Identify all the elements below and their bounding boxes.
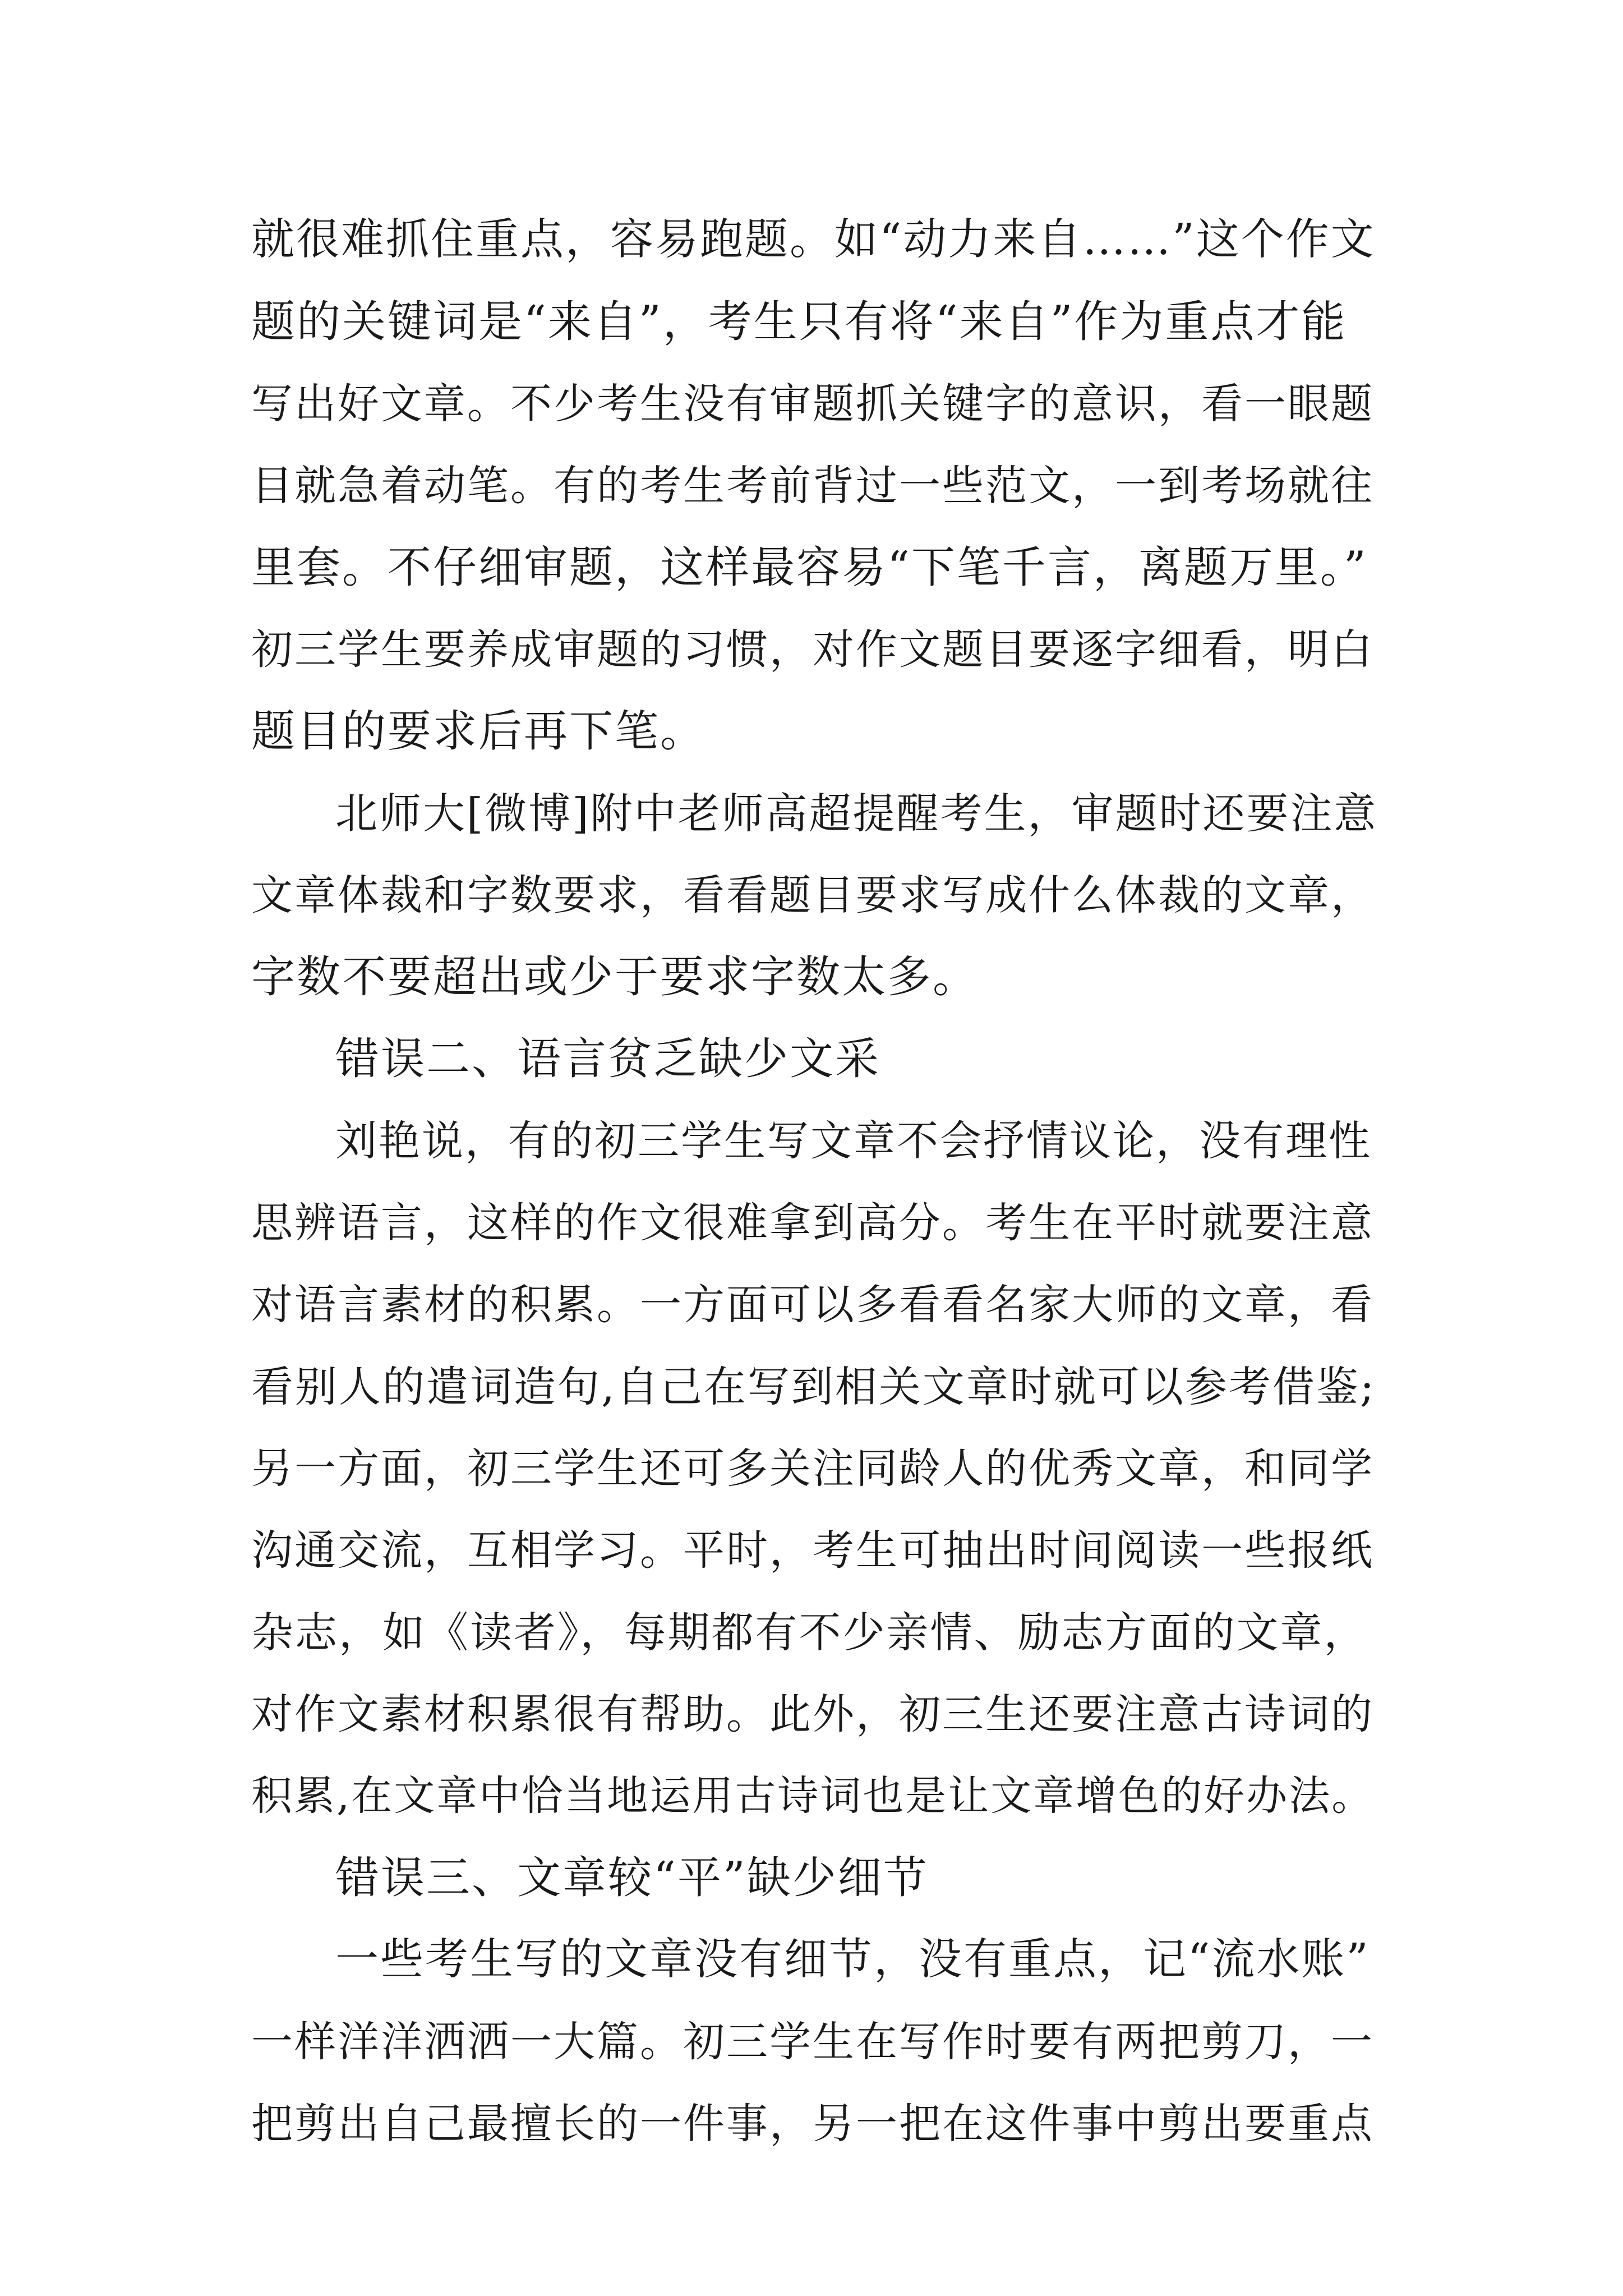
text-line: 对作文素材积累很有帮助。此外，初三生还要注意古诗词的	[251, 1690, 1374, 1738]
text-line: 里套。不仔细审题，这样最容易“下笔千言，离题万里。”	[251, 542, 1368, 593]
text-line: 积累,在文章中恰当地运用古诗词也是让文章增色的好办法。	[251, 1772, 1375, 1820]
text-line: 就很难抓住重点，容易跑题。如“动力来自……”这个作文	[251, 215, 1376, 265]
text-line: 文章体裁和字数要求，看看题目要求写成什么体裁的文章，	[251, 871, 1374, 919]
text-line: 目就急着动笔。有的考生考前背过一些范文，一到考场就往	[251, 462, 1374, 510]
section-heading: 错误二、语言贫乏缺少文采	[335, 1034, 881, 1084]
section-heading: 错误三、文章较“平”缺少细节	[335, 1853, 929, 1903]
text-line: 一样洋洋洒洒一大篇。初三学生在写作时要有两把剪刀，一	[251, 2018, 1374, 2066]
text-line: 看别人的遣词造句,自己在写到相关文章时就可以参考借鉴;	[251, 1362, 1376, 1411]
text-line: 刘艳说，有的初三学生写文章不会抒情议论，没有理性	[335, 1117, 1372, 1165]
text-line: 题的关键词是“来自”，考生只有将“来自”作为重点才能	[251, 297, 1347, 347]
text-line: 把剪出自己最擅长的一件事，另一把在这件事中剪出要重点	[251, 2100, 1374, 2148]
text-line: 另一方面，初三学生还可多关注同龄人的优秀文章，和同学	[251, 1444, 1374, 1493]
text-line: 思辨语言，这样的作文很难拿到高分。考生在平时就要注意	[251, 1199, 1374, 1247]
document-body	[251, 199, 1378, 2165]
text-line: 写出好文章。不少考生没有审题抓关键字的意识，看一眼题	[251, 380, 1374, 428]
text-line: 字数不要超出或少于要求字数太多。	[251, 952, 979, 1002]
text-line: 杂志，如《读者》，每期都有不少亲情、励志方面的文章，	[251, 1608, 1368, 1657]
text-line: 题目的要求后再下笔。	[251, 706, 706, 757]
text-line: 对语言素材的积累。一方面可以多看看名家大师的文章，看	[251, 1281, 1374, 1329]
text-line: 初三学生要养成审题的习惯，对作文题目要逐字细看，明白	[251, 625, 1374, 674]
text-line: 一些考生写的文章没有细节，没有重点，记“流水账”	[335, 1935, 1370, 1985]
text-line: 沟通交流，互相学习。平时，考生可抽出时间阅读一些报纸	[251, 1526, 1374, 1575]
text-line: 北师大[微博]附中老师高超提醒考生，审题时还要注意	[335, 789, 1378, 838]
